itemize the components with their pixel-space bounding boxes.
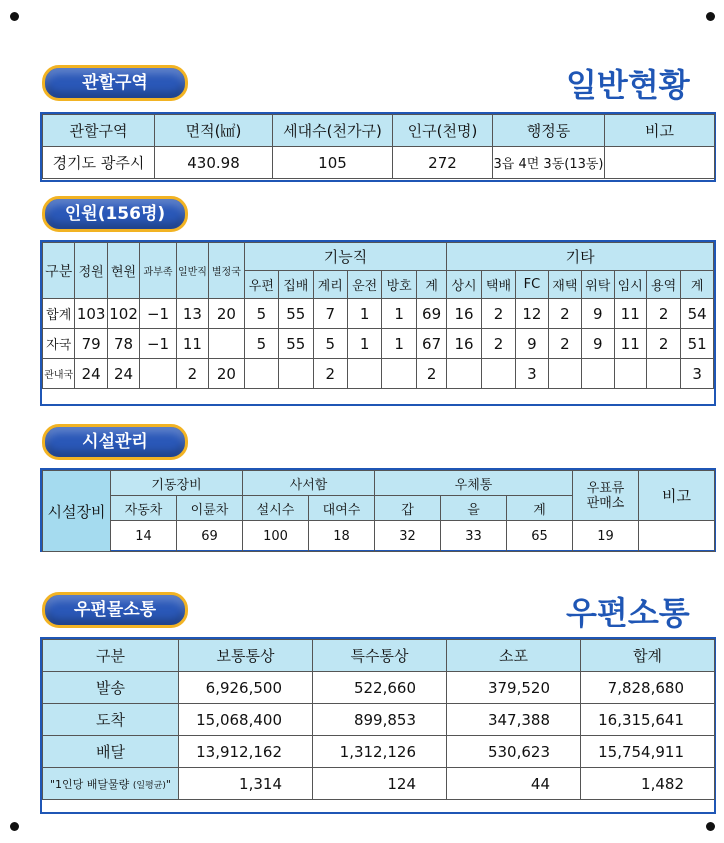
staff-cell: 16: [447, 299, 481, 329]
staff-cell: 9: [516, 329, 548, 359]
corner-dot-top-left: [10, 12, 19, 21]
staff-cell: 1: [382, 299, 416, 329]
staff-cell: 102: [107, 299, 139, 329]
staff-cell: 5: [244, 329, 278, 359]
mail-badge: 우편물소통: [42, 592, 188, 628]
staff-cell: 20: [209, 299, 244, 329]
mail-row-arrive: [43, 704, 715, 736]
staff-cell: 51: [681, 329, 714, 359]
staff-cell: 5: [313, 329, 347, 359]
staff-cell: 13: [176, 299, 208, 329]
facility-subheader: 을: [441, 496, 507, 521]
facility-cell: 14: [111, 521, 177, 552]
mail-header-cell: 특수통상: [313, 640, 447, 672]
staff-cell: 103: [75, 299, 107, 329]
staff-cell: [347, 359, 381, 389]
staff-subheader: 용역: [646, 271, 680, 299]
facility-table: [42, 470, 715, 552]
per-person-label-main: "1인당 배달물량: [50, 777, 133, 791]
staff-subheader: 집배: [279, 271, 313, 299]
staff-cell: [140, 359, 176, 389]
facility-subheader: 자동차: [111, 496, 177, 521]
staff-cell: 55: [279, 329, 313, 359]
staff-subheader: 택배: [481, 271, 515, 299]
staff-cell: [646, 359, 680, 389]
staff-cell: 16: [447, 329, 481, 359]
staff-cell: 24: [75, 359, 107, 389]
staff-header-gubun: 구분: [43, 243, 75, 299]
corner-dot-top-right: [706, 12, 715, 21]
staff-cell: 2: [646, 329, 680, 359]
facility-data-row: [43, 521, 715, 552]
facility-cell: 33: [441, 521, 507, 552]
staff-header-gwabujok: 과부족: [140, 243, 176, 299]
facility-subheader: 설시수: [243, 496, 309, 521]
overview-cell: 272: [393, 147, 493, 179]
staff-row-label: 합계: [43, 299, 75, 329]
staff-table: [42, 242, 714, 389]
mail-cell: 379,520: [447, 672, 581, 704]
facility-group-mailbox: 우체통: [375, 471, 573, 496]
staff-cell: 55: [279, 299, 313, 329]
overview-cell: [605, 147, 715, 179]
staff-header-func: 기능직: [244, 243, 447, 271]
staff-subheader: 계: [681, 271, 714, 299]
staff-header-jeongwon: 정원: [75, 243, 107, 299]
mail-row-send: [43, 672, 715, 704]
staff-subheader: 계리: [313, 271, 347, 299]
overview-cell: 105: [273, 147, 393, 179]
staff-cell: [481, 359, 515, 389]
staff-cell: 2: [416, 359, 446, 389]
staff-cell: 3: [681, 359, 714, 389]
staff-cell: 1: [382, 329, 416, 359]
staff-row-label: 자국: [43, 329, 75, 359]
staff-subheader: 우편: [244, 271, 278, 299]
facility-cell: 18: [309, 521, 375, 552]
staff-subheader: 임시: [614, 271, 646, 299]
overview-header-cell: 관할구역: [43, 115, 155, 147]
overview-cell: 경기도 광주시: [43, 147, 155, 179]
mail-header-row: [43, 640, 715, 672]
staff-subheader: FC: [516, 271, 548, 299]
staff-cell: 11: [176, 329, 208, 359]
staff-cell: −1: [140, 329, 176, 359]
staff-header-hyeonwon: 현원: [107, 243, 139, 299]
overview-table: [42, 114, 715, 179]
mail-header-cell: 구분: [43, 640, 179, 672]
staff-row-own: [43, 329, 714, 359]
mail-header-cell: 소포: [447, 640, 581, 672]
overview-header-cell: 인구(천명): [393, 115, 493, 147]
facility-group-note: 비고: [639, 471, 715, 521]
staff-subheader: 방호: [382, 271, 416, 299]
overview-header-cell: 비고: [605, 115, 715, 147]
overview-header-row: [43, 115, 715, 147]
staff-cell: 54: [681, 299, 714, 329]
staff-cell: 20: [209, 359, 244, 389]
facility-group-stamp: 우표류 판매소: [573, 471, 639, 521]
staff-row-branch: [43, 359, 714, 389]
mail-table: [42, 639, 715, 800]
facility-subheader: 갑: [375, 496, 441, 521]
facility-cell: 69: [177, 521, 243, 552]
staff-cell: [209, 329, 244, 359]
staff-cell: −1: [140, 299, 176, 329]
mail-row-label: 도착: [43, 704, 179, 736]
staff-cell: 79: [75, 329, 107, 359]
staff-cell: 3: [516, 359, 548, 389]
staff-subheader: 운전: [347, 271, 381, 299]
staff-cell: 9: [582, 299, 614, 329]
mail-cell: 124: [313, 768, 447, 800]
staff-cell: [582, 359, 614, 389]
overview-header-cell: 면적(㎢): [155, 115, 273, 147]
overview-title: 일반현황: [566, 66, 690, 104]
mail-row-per-person: [43, 768, 715, 800]
staff-subheader: 계: [416, 271, 446, 299]
staff-cell: 1: [347, 299, 381, 329]
mail-cell: 7,828,680: [581, 672, 715, 704]
staff-cell: 2: [548, 299, 581, 329]
staff-cell: [244, 359, 278, 389]
mail-header-cell: 합계: [581, 640, 715, 672]
staff-header-byeoljeongguk: 별정국: [209, 243, 244, 299]
mail-cell: 1,314: [179, 768, 313, 800]
overview-header-cell: 행정동: [493, 115, 605, 147]
staff-subheader: 위탁: [582, 271, 614, 299]
staff-cell: 78: [107, 329, 139, 359]
overview-cell: 3읍 4면 3동(13동): [493, 147, 605, 179]
mail-cell: 16,315,641: [581, 704, 715, 736]
staff-cell: 12: [516, 299, 548, 329]
staff-row-total: [43, 299, 714, 329]
mail-cell: 899,853: [313, 704, 447, 736]
facility-subheader: 계: [507, 496, 573, 521]
staff-subheader: 상시: [447, 271, 481, 299]
overview-cell: 430.98: [155, 147, 273, 179]
corner-dot-bottom-left: [10, 822, 19, 831]
facility-group-vehicle: 기동장비: [111, 471, 243, 496]
facility-row-label: 시설장비: [43, 471, 111, 552]
staff-cell: [382, 359, 416, 389]
overview-header-cell: 세대수(천가구): [273, 115, 393, 147]
staff-cell: 2: [176, 359, 208, 389]
staff-cell: 24: [107, 359, 139, 389]
mail-cell: 530,623: [447, 736, 581, 768]
overview-data-row: [43, 147, 715, 179]
staff-cell: [447, 359, 481, 389]
staff-header-row-1: [43, 243, 714, 271]
corner-dot-bottom-right: [706, 822, 715, 831]
mail-cell: 13,912,162: [179, 736, 313, 768]
staff-badge: 인원(156명): [42, 196, 188, 232]
facility-cell: 32: [375, 521, 441, 552]
staff-header-ilbanjik: 일반직: [176, 243, 208, 299]
mail-per-person-label: [43, 768, 179, 800]
staff-cell: 5: [244, 299, 278, 329]
staff-cell: 11: [614, 299, 646, 329]
facility-badge: 시설관리: [42, 424, 188, 460]
staff-row-label: 관내국: [43, 359, 75, 389]
facility-cell: 100: [243, 521, 309, 552]
staff-cell: 2: [481, 329, 515, 359]
mail-row-deliver: [43, 736, 715, 768]
mail-cell: 347,388: [447, 704, 581, 736]
facility-subheader: 대여수: [309, 496, 375, 521]
mail-cell: 15,754,911: [581, 736, 715, 768]
staff-cell: 2: [313, 359, 347, 389]
staff-cell: 9: [582, 329, 614, 359]
facility-subheader: 이륜차: [177, 496, 243, 521]
mail-cell: 522,660: [313, 672, 447, 704]
staff-cell: [548, 359, 581, 389]
overview-badge: 관할구역: [42, 65, 188, 101]
per-person-label-small: (일평균): [132, 780, 166, 791]
mail-row-label: 발송: [43, 672, 179, 704]
mail-cell: 15,068,400: [179, 704, 313, 736]
facility-cell: [639, 521, 715, 552]
staff-header-etc: 기타: [447, 243, 714, 271]
staff-subheader: 재택: [548, 271, 581, 299]
mail-cell: 44: [447, 768, 581, 800]
mail-title: 우편소통: [566, 594, 690, 632]
staff-cell: [279, 359, 313, 389]
staff-cell: 2: [548, 329, 581, 359]
facility-cell: 65: [507, 521, 573, 552]
staff-cell: 69: [416, 299, 446, 329]
mail-header-cell: 보통통상: [179, 640, 313, 672]
mail-cell: 1,312,126: [313, 736, 447, 768]
facility-group-pobox: 사서함: [243, 471, 375, 496]
staff-cell: 67: [416, 329, 446, 359]
staff-cell: 11: [614, 329, 646, 359]
staff-cell: 2: [481, 299, 515, 329]
staff-cell: 2: [646, 299, 680, 329]
mail-row-label: 배달: [43, 736, 179, 768]
mail-cell: 1,482: [581, 768, 715, 800]
staff-cell: [614, 359, 646, 389]
staff-cell: 7: [313, 299, 347, 329]
staff-cell: 1: [347, 329, 381, 359]
facility-header-row-1: [43, 471, 715, 496]
facility-cell: 19: [573, 521, 639, 552]
per-person-label-end: ": [165, 777, 171, 791]
mail-cell: 6,926,500: [179, 672, 313, 704]
